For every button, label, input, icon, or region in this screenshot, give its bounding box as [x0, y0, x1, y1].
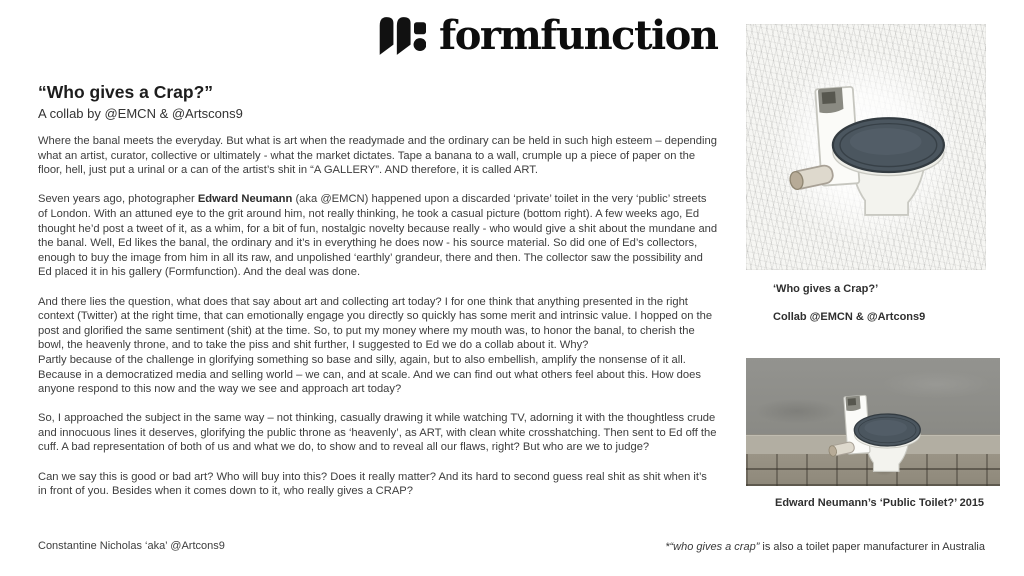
article-paragraph: So, I approached the subject in the same way – not thinking, casually drawing it while watching TV, adorning it with the thoughtless crude and innocuous lines it deserves, glorifying the public throne as ‘heavenly’, as ART, with clean white crosshatching. Then sent to Ed off the cuff. A bad representation of both of us and what we do, to show and to reveal all our flaws, right? But who are we to judge?: [38, 412, 717, 454]
page-title: “Who gives a Crap?”: [38, 82, 214, 102]
author-signature: Constantine Nicholas ‘aka’ @Artcons9: [38, 540, 225, 552]
article-paragraph: Seven years ago, photographer Edward Neumann (aka @EMCN) happened upon a discarded ‘private’ toilet in the very ‘public’ streets of London. With an attuned eye to the grit around him, not really thinking, he took a casual picture (bottom right). A few weeks ago, Ed thought he’d post a tweet of it, as a whim, for a bit of fun, nostalgic novelty because really - who would give a shit about the mundane and the banal. Well, Ed likes the banal, the ordinary and it’s in everything he does now - his source material. So did one of Ed’s collectors, enough to buy the image from him in all its raw, and unpolished ‘earthly’ grandeur, there and then. The collector saw the possibility and Ed placed it in his gallery (Formfunction). And the deal was done.: [38, 193, 718, 279]
brand-name: formfunction: [439, 12, 718, 59]
artwork-top-caption-credit: Collab @EMCN & @Artcons9: [773, 311, 926, 323]
article-subtitle: A collab by @EMCN & @Artscons9: [38, 106, 243, 121]
footnote-text: is also a toilet paper manufacturer in Australia: [759, 541, 985, 553]
footnote: [665, 541, 985, 553]
article-paragraph: Where the banal meets the everyday. But what is art when the readymade and the ordinary can be held in such high esteem – depending what an artist, curator, collective or ultimately - what the market dictates. Tape a banana to a wall, crumple up a piece of paper on the floor, hell, just put a urinal or a can of the artist’s shit in “A GALLERY”. AND therefore, it is called ART.: [38, 135, 717, 177]
article-body: [38, 134, 718, 513]
artwork-crosshatch-image: [746, 24, 986, 270]
toilet-photo-subject: [818, 380, 930, 481]
article-paragraph: And there lies the question, what does that say about art and collecting art today? I for one think that anything presented in the right context (Twitter) at the right time, that can emotionally engage you directly so quickly has some merit and intrinsic value. I hopped on the post and glorified the same sentiment (shit) at the time. So, to put my money where my mouth was, to honor the banal, to cherish the bowl, the heavenly throne, and to take the piss and shit further, I suggested to Ed we do a collab about it. Why? Partly because of the challenge in glorifying something so base and silly, again, but to also embellish, amplify the nonsense of it all. Because in a democratized media and selling world – we can, and at scale. And we can find out what others feel about this. How does anyone respond to this now and the way we see and approach art today?: [38, 295, 713, 396]
artwork-street-photo: [746, 358, 1000, 486]
footnote-quoted-phrase: *“who gives a crap”: [665, 541, 760, 553]
artwork-top-caption-title: ‘Who gives a Crap?’: [773, 283, 879, 295]
formfunction-logo-icon: [378, 12, 426, 60]
artwork-bottom-caption: Edward Neumann’s ‘Public Toilet?’ 2015: [775, 497, 985, 509]
toilet-illustration: [772, 52, 960, 240]
article-paragraph: Can we say this is good or bad art? Who will buy into this? Does it really matter? And its hard to second guess real shit as shit when it’s in front of you. Besides when it comes down to it, who really gives a CRAP?: [38, 470, 707, 498]
brand-logo: [378, 12, 717, 60]
